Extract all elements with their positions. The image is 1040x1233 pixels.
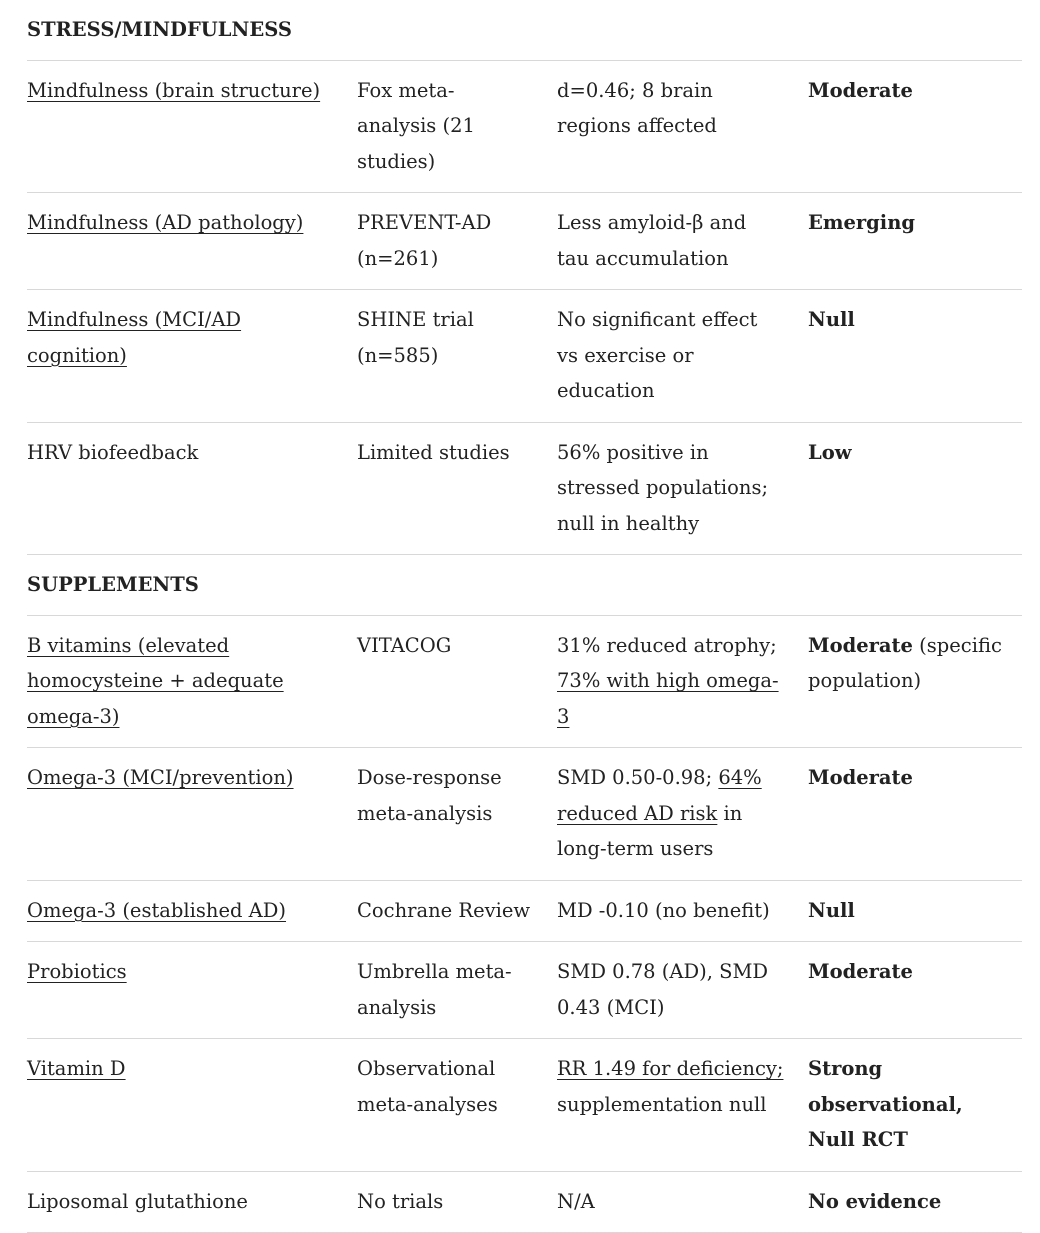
table-row — [27, 290, 1022, 423]
table-row — [27, 60, 1022, 193]
study-cell: Observational meta-analyses — [357, 1057, 498, 1116]
evidence-cell: No evidence — [808, 1189, 942, 1213]
intervention-link[interactable]: Mindfulness (AD pathology) — [27, 211, 304, 234]
intervention-link[interactable]: Omega-3 (MCI/prevention) — [27, 766, 294, 789]
study-cell: Fox meta-analysis (21 studies) — [357, 78, 475, 173]
table-row — [27, 422, 1022, 555]
effect-cell — [557, 748, 808, 881]
intervention-link[interactable]: Mindfulness (brain structure) — [27, 78, 321, 102]
effect-cell: N/A — [557, 1189, 595, 1213]
effect-cell: d=0.46; 8 brain regions affected — [557, 78, 717, 137]
study-cell: Limited studies — [357, 440, 510, 464]
study-cell: PREVENT-AD (n=261) — [357, 211, 492, 270]
evidence-note: (specific population) — [808, 633, 1002, 692]
table-row — [27, 615, 1022, 748]
section-heading: SUPPLEMENTS — [27, 573, 199, 596]
evidence-cell: Low — [808, 440, 852, 464]
intervention-link[interactable]: Vitamin D — [27, 1057, 126, 1080]
evidence-cell: Moderate — [808, 78, 913, 102]
intervention-link[interactable]: Mindfulness (MCI/AD cognition) — [27, 308, 242, 367]
effect-cell: Less amyloid-β and tau accumulation — [557, 211, 747, 270]
study-cell: VITACOG — [357, 633, 452, 657]
effect-text: SMD 0.50-0.98; — [557, 766, 713, 789]
section-header-row — [27, 555, 1022, 616]
study-cell: Dose-response meta-analysis — [357, 766, 502, 825]
intervention-cell: HRV biofeedback — [27, 440, 199, 464]
evidence-table — [27, 0, 1022, 1233]
table-row — [27, 193, 1022, 290]
effect-cell: MD -0.10 (no benefit) — [557, 898, 770, 922]
effect-link[interactable]: RR 1.49 for deficiency; — [557, 1057, 784, 1080]
effect-cell — [557, 1039, 808, 1172]
intervention-link[interactable]: Probiotics — [27, 960, 127, 983]
effect-link[interactable]: 64% reduced AD risk — [557, 766, 762, 825]
effect-cell — [557, 615, 808, 748]
evidence-rating: Moderate — [808, 633, 913, 657]
table-row — [27, 880, 1022, 942]
intervention-link[interactable]: Omega-3 (established AD) — [27, 898, 287, 922]
study-cell: Umbrella meta-analysis — [357, 960, 512, 1019]
effect-cell: No significant effect vs exercise or education — [557, 308, 758, 402]
section-heading: STRESS/MINDFULNESS — [27, 18, 292, 41]
evidence-cell: Null — [808, 898, 855, 922]
effect-link[interactable]: 73% with high omega-3 — [557, 669, 779, 728]
section-header-row — [27, 0, 1022, 60]
evidence-cell — [808, 615, 1022, 748]
table-row — [27, 942, 1022, 1039]
table-row — [27, 748, 1022, 881]
effect-cell: 56% positive in stressed populations; null in healthy — [557, 440, 769, 535]
evidence-cell: Strong observational, Null RCT — [808, 1057, 963, 1151]
evidence-cell: Emerging — [808, 211, 916, 234]
evidence-cell: Null — [808, 308, 855, 331]
effect-text: 31% reduced atrophy; — [557, 633, 777, 657]
effect-text-suffix: in long-term users — [557, 801, 743, 860]
table-row — [27, 1039, 1022, 1172]
effect-cell: SMD 0.78 (AD), SMD 0.43 (MCI) — [557, 960, 769, 1019]
intervention-link[interactable]: B vitamins (elevated homocysteine + adequate omega-3) — [27, 633, 284, 728]
study-cell: No trials — [357, 1189, 444, 1213]
study-cell: Cochrane Review — [357, 898, 531, 922]
study-cell: SHINE trial (n=585) — [357, 308, 474, 367]
evidence-cell: Moderate — [808, 766, 913, 789]
evidence-cell: Moderate — [808, 960, 913, 983]
effect-text-suffix: supplementation null — [557, 1092, 767, 1116]
intervention-cell: Liposomal glutathione — [27, 1189, 248, 1213]
